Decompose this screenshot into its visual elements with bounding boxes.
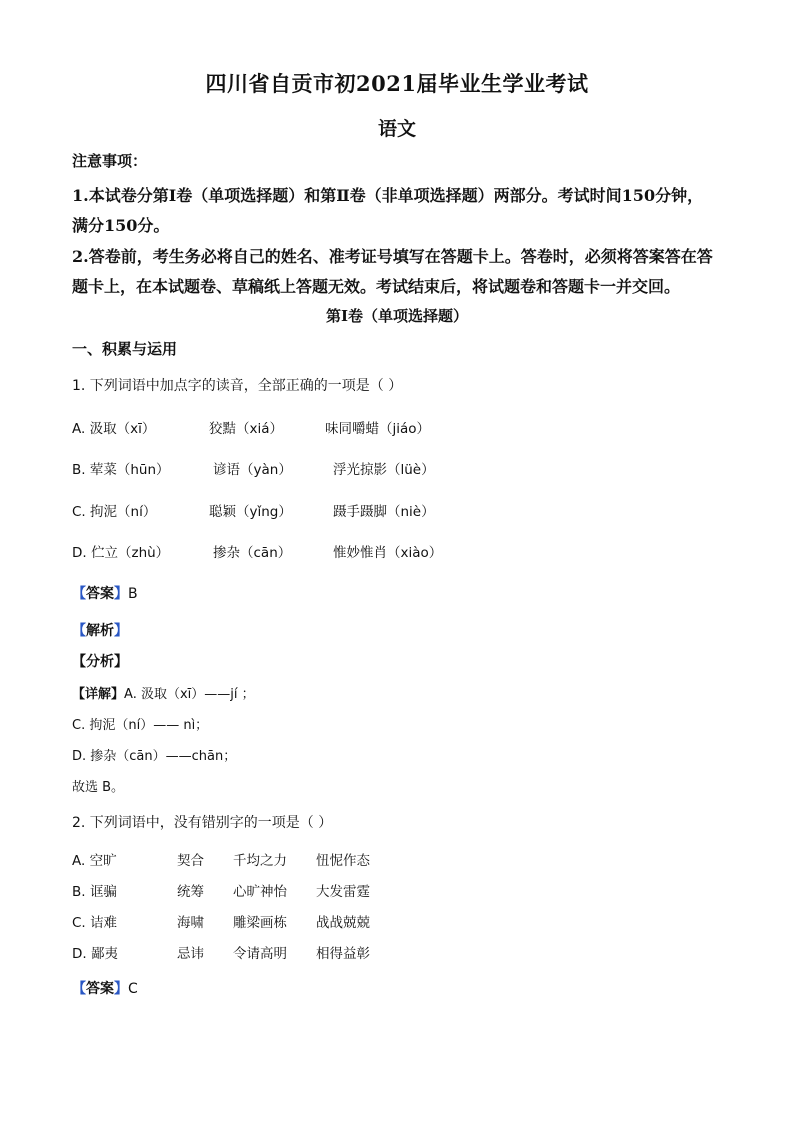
answer-value: B <box>128 586 138 602</box>
q2-stem: 2. 下列词语中，没有错别字的一项是（ ） <box>72 815 333 831</box>
q2-option-c-word3: 战战兢兢 <box>316 915 370 931</box>
q2-option-b-word1: 统筹 <box>177 884 204 900</box>
notes-item1-line1: 1.本试卷分第Ⅰ卷（单项选择题）和第Ⅱ卷（非单项选择题）两部分。考试时间150分钟， <box>72 186 704 205</box>
q2-option-a-word2: 千均之力 <box>233 853 287 869</box>
q1-option-d-word3: 惟妙惟肖（xiào） <box>333 545 443 561</box>
q1-option-c-word2: 聪颖（yǐng） <box>209 504 292 520</box>
q2-option-c-label: C. 诘难 <box>72 915 118 931</box>
part1-heading: 第Ⅰ卷（单项选择题） <box>325 307 469 325</box>
q1-option-c-word1: C. 拘泥（ní） <box>72 504 157 520</box>
q1-option-b-word3: 浮光掠影（lüè） <box>333 462 435 478</box>
notes-item1-line2: 满分150分。 <box>72 216 170 235</box>
q1-fenxi-label: 【分析】 <box>72 654 128 670</box>
answer-bracket-close: 】 <box>114 586 128 602</box>
q2-option-b-label: B. 诓骗 <box>72 884 117 900</box>
q2-option-b-word2: 心旷神怡 <box>233 884 287 900</box>
q1-option-a-word3: 味同嚼蜡（jiáo） <box>325 421 431 437</box>
answer-bracket-open: 【 <box>72 586 86 602</box>
q2-answer: 【答案】C <box>72 981 138 997</box>
q2-option-c-word2: 雕梁画栋 <box>233 915 287 931</box>
q1-option-a-word1: A. 汲取（xī） <box>72 421 156 437</box>
notes-heading: 注意事项： <box>72 152 148 170</box>
q2-option-a-label: A. 空旷 <box>72 853 117 869</box>
q1-analysis-label: 【解析】 <box>72 623 128 639</box>
subject-title: 语文 <box>377 118 416 140</box>
q1-option-b-word2: 谚语（yàn） <box>213 462 292 478</box>
q1-option-d-word2: 掺杂（cān） <box>213 545 292 561</box>
q2-option-d-word2: 令请高明 <box>233 946 287 962</box>
q1-option-a-word2: 狡黠（xiá） <box>209 421 284 437</box>
q2-option-d-word1: 忌讳 <box>177 946 204 962</box>
answer-label: 答案 <box>86 586 114 602</box>
q1-detail-line4: 故选 B。 <box>72 780 125 795</box>
q1-detail-line3: D. 掺杂（cān）——chān； <box>72 749 237 764</box>
exam-title: 四川省自贡市初2021届毕业生学业考试 <box>205 71 589 96</box>
q2-option-d-label: D. 鄙夷 <box>72 946 118 962</box>
q1-detail-line2: C. 拘泥（ní）—— nì； <box>72 718 209 733</box>
notes-item2-line1: 2.答卷前，考生务必将自己的姓名、准考证号填写在答题卡上。答卷时，必须将答案答在答 <box>72 247 713 266</box>
q1-option-c-word3: 蹑手蹑脚（niè） <box>333 504 435 520</box>
q2-option-a-word1: 契合 <box>177 853 204 869</box>
q2-option-b-word3: 大发雷霆 <box>316 884 370 900</box>
q1-option-d-word1: D. 伫立（zhù） <box>72 545 170 561</box>
notes-item2-line2: 题卡上，在本试题卷、草稿纸上答题无效。考试结束后，将试题卷和答题卡一并交回。 <box>72 277 681 296</box>
q1-answer <box>72 583 138 603</box>
section-heading: 一、积累与运用 <box>72 340 178 358</box>
q2-option-c-word1: 海啸 <box>177 915 204 931</box>
q2-option-a-word3: 忸怩作态 <box>316 853 370 869</box>
q2-option-d-word3: 相得益彰 <box>316 946 370 962</box>
q1-stem: 1. 下列词语中加点字的读音，全部正确的一项是（ ） <box>72 378 403 394</box>
q1-option-b-word1: B. 荤菜（hūn） <box>72 462 170 478</box>
q1-detail-line1: 【详解】A. 汲取（xī）——jí ； <box>72 687 255 702</box>
